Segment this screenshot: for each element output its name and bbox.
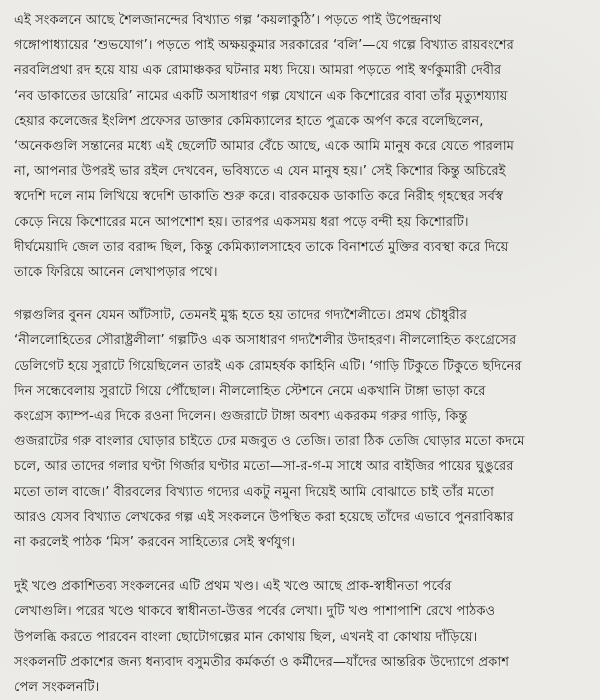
text-line: নরবলিপ্রথা রদ হয়ে যায় এক রোমাঞ্চকর ঘটনার মধ্য দিয়ে। আমরা পড়তে পাই স্বর্ণকুমারী দেবীর [14, 63, 502, 79]
text-line: তাকে ফিরিয়ে আনেন লেখাপড়ার পথে। [14, 265, 218, 281]
text-line: আরও যেসব বিখ্যাত লেখকের গল্প এই সংকলনে উপস্থিত করা হয়েছে তাঁদের এভাবে পুনরাবিষ্কার [14, 509, 514, 525]
text-line: কংগ্রেস ক্যাম্প-এর দিকে রওনা দিলেন। গুজরাটে টাঙ্গা অবশ্য একরকম গরুর গাড়ি, কিন্তু [14, 409, 468, 425]
text-line: ডেলিগেট হয়ে সুরাটে গিয়েছিলেন তারই এক রোমহর্ষক কাহিনি এটি। ‘গাড়ি টিকুতে টিকুতে ছদিনের [14, 358, 522, 374]
text-line: দুই খণ্ডে প্রকাশিতব্য সংকলনের এটি প্রথম খণ্ড। এই খণ্ডে আছে প্রাক-স্বাধীনতা পর্বের [14, 579, 452, 595]
text-line: উপলব্ধি করতে পারবেন বাংলা ছোটোগল্পের মান কোথায় ছিল, এখনই বা কোথায় দাঁড়িয়ে। [14, 629, 478, 645]
text-line: না করলেই পাঠক ‘মিস’ করবেন সাহিত্যের সেই স্বর্ণযুগ। [14, 535, 296, 551]
text-line: সংকলনটি প্রকাশের জন্য ধন্যবাদ বসুমতীর কর্মকর্তা ও কর্মীদের—যাঁদের আন্তরিক উদ্যোগে প্রকাশ [14, 654, 510, 670]
text-line: এই সংকলনে আছে শৈলজানন্দের বিখ্যাত গল্প ‘কয়লাকুঠি’। পড়তে পাই উপেন্দ্রনাথ [14, 13, 442, 28]
text-line: গল্পগুলির বুনন যেমন আঁটসাট, তেমনই মুগ্ধ হতে হয় তাদের গদ্যশৈলীতে। প্রমথ চৌধুরীর [14, 308, 467, 324]
text-line: হেয়ার কলেজের ইংলিশ প্রফেসর ডাক্তার কেমিক্যালের হাতে পুত্রকে অর্পণ করে বলেছিলেন, [14, 113, 484, 129]
text-line: লেখাগুলি। পরের খণ্ডে থাকবে স্বাধীনতা-উত্তর পর্বের লেখা। দুটি খণ্ড পাশাপাশি রেখে পাঠকও [14, 604, 496, 620]
text-line: মতো তাল বাজে।’ বীরবলের বিখ্যাত গদ্যের একটু নমুনা দিয়েই আমি বোঝাতে চাই তাঁর মতো [14, 484, 494, 500]
paragraph-2 [14, 303, 588, 555]
text-line: পেল সংকলনটি। [14, 680, 100, 696]
paragraph-1 [14, 8, 588, 285]
text-line: দিন সন্ধেবেলায় সুরাটে গিয়ে পৌঁছোল। নীললোহিত স্টেশনে নেমে একখানি টাঙ্গা ভাড়া করে [14, 383, 486, 399]
text-line: স্বদেশি দলে নাম লিখিয়ে স্বদেশি ডাকাতি শুরু করে। বারকয়েক ডাকাতি করে নিরীহ গৃহস্থের সর্বস্ব [14, 189, 504, 205]
text-line: ‘নীললোহিতের সৌরাষ্ট্রলীলা’ গল্পটিও এক অসাধারণ গদ্যশৈলীর উদাহরণ। নীললোহিত কংগ্রেসের [14, 333, 517, 349]
text-line: কেড়ে নিয়ে কিশোরের মনে আপশোশ হয়। তারপর একসময় ধরা পড়ে বন্দী হয় কিশোরটি। [14, 214, 469, 230]
text-line: ‘নব ডাকাতের ডায়েরি’ নামের একটি অসাধারণ গল্প যেখানে এক কিশোরের বাবা তাঁর মৃত্যুশয্যায় [14, 88, 508, 104]
text-line: ‘অনেকগুলি সন্তানের মধ্যে এই ছেলেটি আমার বেঁচে আছে, একে আমি মানুষ করে যেতে পারলাম [14, 139, 515, 155]
text-line: গঙ্গোপাধ্যায়ের ‘শুভযোগ’। পড়তে পাই অক্ষয়কুমার সরকারের ‘বলি’—যে গল্পে বিখ্যাত রায়বংশের [14, 38, 514, 54]
text-line: গুজরাটের গরু বাংলার ঘোড়ার চাইতে ঢের মজবুত ও তেজি। তারা ঠিক তেজি ঘোড়ার মতো কদমে [14, 434, 525, 450]
text-line: দীর্ঘমেয়াদি জেল তার বরাদ্দ ছিল, কিন্তু কেমিক্যালসাহেব তাকে বিনাশর্তে মুক্তির ব্যবস্থা করে দিয়ে [14, 239, 509, 255]
text-line: চলে, আর তাদের গলার ঘণ্টা গির্জার ঘণ্টার মতো—সা-র-গ-ম সাধে আর বাইজির পায়ের ঘুঙুরের [14, 459, 514, 475]
text-line: না, আপনার উপরই ভার রইল দেখবেন, ভবিষ্যতে এ যেন মানুষ হয়।’ সেই কিশোর কিন্তু অচিরেই [14, 164, 506, 180]
paragraph-3 [14, 574, 588, 700]
